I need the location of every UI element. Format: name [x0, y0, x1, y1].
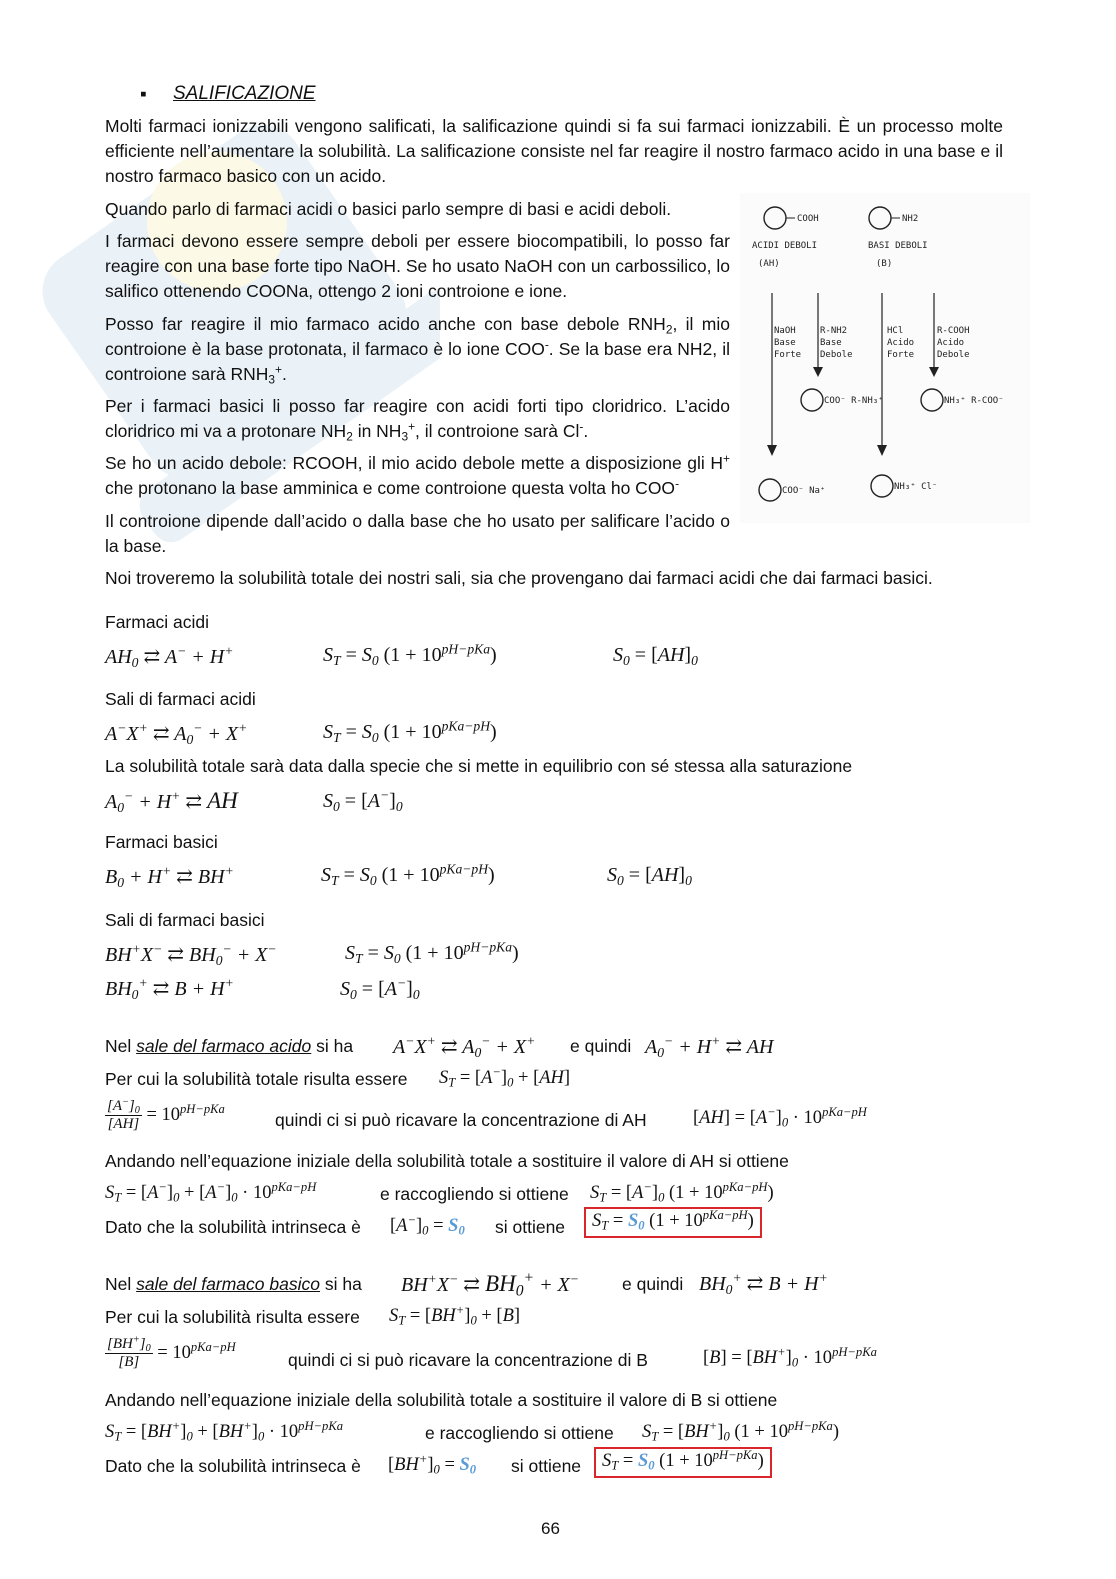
eq-acid-ah-conc: $[AH] = [A^-]_0 \cdot 10^{pKa-pH}$: [693, 1105, 867, 1130]
eq-base-b-conc: $[B] = [BH^+]_0 \cdot 10^{pH-pKa}$: [703, 1345, 877, 1370]
product-bot-left: COO⁻ Na⁺: [782, 486, 826, 496]
acid-si-ottiene: si ottiene: [495, 1217, 566, 1237]
label-farmaci-acidi: Farmaci acidi: [105, 612, 210, 632]
acid-andando: Andando nell’equazione iniziale della solubilità totale a sostituire il valore di AH si ottiene: [105, 1151, 789, 1171]
paragraph-base-debole: Posso far reagire il mio farmaco acido anche con base debole $RNH_2$, il mio controione è la base protonata, il farmaco è lo ione COO-. Se la base era NH2, il controione sarà $RNH_3^+$.: [105, 314, 730, 387]
cooh-label: COOH: [797, 214, 819, 224]
eq-acid-ratio: $\frac{[A^-]_0}{[AH]}$ = $10^{pH-pKa}$: [107, 1096, 225, 1132]
paragraph-farmaci-basici: Per i farmaci basici li posso far reagire con acidi forti tipo cloridrico. L’acido cloridrico mi va a protonare $NH_2$ in $NH_3^+$, il controione sarà Cl-.: [105, 396, 730, 444]
r2-1: Base: [820, 338, 842, 348]
acid-label: ACIDI DEBOLI: [752, 241, 818, 251]
acid-raccogliendo: e raccogliendo si ottiene: [380, 1184, 569, 1204]
paragraph-controione: Il controione dipende dall’acido o dalla base che ho usato per salificare l’acido o la base.: [105, 511, 730, 556]
r3-0: HCl: [887, 326, 904, 336]
r1-2: Forte: [774, 350, 802, 360]
eq-base-salt-s0: $S_0 = [A^-]_0$: [340, 975, 420, 1002]
acid-salt-intro: Nel sale del farmaco acido si ha: [105, 1036, 354, 1056]
r3-1: Acido: [887, 338, 915, 348]
acid-e-quindi: e quindi: [570, 1036, 632, 1056]
eq-acid-intrinsic: $[A^-]_0 = S_0$: [390, 1213, 465, 1238]
eq-acid-e-quindi: $A_0^- + H^+$ ⇄ AH: [645, 1033, 774, 1060]
eq-base-solubility: $S_T = S_0$ $(1 + 10^{pKa-pH})$: [321, 861, 495, 888]
paragraph-acido-debole: Se ho un acido debole: RCOOH, il mio acido debole mette a disposizione gli H+ che protonano la base amminica e come controione questa volta ho COO-: [105, 451, 730, 498]
product-mid-right: NH₃⁺ R-COO⁻: [944, 396, 1004, 406]
bullet-icon: ▪: [140, 84, 147, 105]
eq-base-intrinsic: $[BH^+]_0 = S_0$: [388, 1452, 477, 1477]
eq-acid-salt-line: A−X+ ⇄ $A_0^- + X^+$: [393, 1033, 536, 1060]
eq-base-ratio: $\frac{[BH^+]_0}{[B]}$ = $10^{pKa-pH}$: [107, 1334, 236, 1370]
acid-quindi-conc: quindi ci si può ricavare la concentrazione di AH: [275, 1110, 647, 1130]
eq-base-st-sum: $S_T = [BH^+]_0 + [B]$: [389, 1303, 521, 1328]
section-heading: SALIFICAZIONE: [173, 83, 316, 104]
eq-acid-salt-equilibrium: A−X+ ⇄ $A_0^- + X^+$: [105, 720, 248, 747]
eq-base-equilibrium: $B_0 + H^+$ ⇄ BH+: [105, 863, 234, 890]
eq-base-s0: $S_0 = [AH]_0$: [607, 864, 692, 888]
base-si-ottiene: si ottiene: [511, 1456, 582, 1476]
intro-paragraph: Molti farmaci ionizzabili vengono salificati, la salificazione quindi si fa sui farmaci ionizzabili. È un processo molte efficiente nell’aumentare la solubilità. La salificazione consiste nel far reagire il nostro farmaco acido in una base e il nostro farmaco basico con un acido.: [105, 116, 1003, 186]
acid-per-cui: Per cui la solubilità totale risulta essere: [105, 1069, 408, 1089]
nh2-label: NH2: [902, 214, 919, 224]
r1-1: Base: [774, 338, 796, 348]
r2-2: Debole: [820, 350, 853, 360]
base-salt-intro: Nel sale del farmaco basico si ha: [105, 1274, 362, 1294]
base-quindi-conc: quindi ci si può ricavare la concentrazione di B: [288, 1350, 648, 1370]
eq-acid-salt-s0: $S_0 = [A^-]_0$: [323, 787, 403, 814]
r4-2: Debole: [937, 350, 970, 360]
eq-acid-collected: $S_T = [A^-]_0$ $(1 + 10^{pKa-pH})$: [590, 1180, 774, 1205]
r3-2: Forte: [887, 350, 915, 360]
r2-0: R-NH2: [820, 326, 848, 336]
eq-base-e-quindi: $BH_0^+$ ⇄ B + H+: [699, 1270, 828, 1297]
base-dato: Dato che la solubilità intrinseca è: [105, 1456, 361, 1476]
eq-base-salt-dissoc: $BH_0^+$ ⇄ B + H+: [105, 975, 234, 1002]
base-sym: (B): [876, 259, 893, 269]
r4-0: R-COOH: [937, 326, 970, 336]
result-box-acid: $S_T = S_0$ $(1 + 10^{pKa-pH})$: [584, 1207, 762, 1238]
eq-base-salt-solubility: $S_T = S_0$ $(1 + 10^{pH-pKa})$: [345, 939, 519, 966]
eq-base-collected: $S_T = [BH^+]_0$ $(1 + 10^{pH-pKa})$: [642, 1419, 839, 1444]
eq-base-salt-line: BH+X− ⇄ $BH_0^+ + X^-$: [401, 1269, 579, 1300]
label-farmaci-basici: Farmaci basici: [105, 832, 218, 852]
product-mid-left: COO⁻ R-NH₃⁺: [824, 396, 884, 406]
salification-sketch: [740, 193, 1030, 523]
eq-base-subst: $S_T = [BH^+]_0 + [BH^+]_0 \cdot 10^{pH-pKa}$: [105, 1419, 343, 1444]
eq-acid-solubility: $S_T = S_0$ $(1 + 10^{pH-pKa})$: [323, 641, 497, 668]
r4-1: Acido: [937, 338, 965, 348]
label-sali-basici: Sali di farmaci basici: [105, 910, 265, 930]
eq-acid-subst: $S_T = [A^-]_0 + [A^-]_0 \cdot 10^{pKa-pH}$: [105, 1180, 317, 1205]
paragraph-biocompatibili: I farmaci devono essere sempre deboli per essere biocompatibili, lo posso far reagire con una base forte tipo NaOH. Se ho usato NaOH con un carbossilico, lo salifico ottenendo COONa, ottengo 2 ioni controione e ione.: [105, 231, 730, 301]
base-e-quindi: e quindi: [622, 1274, 684, 1294]
result-box-base: $S_T = S_0$ $(1 + 10^{pH-pKa})$: [594, 1447, 772, 1478]
eq-acid-salt-reprot: $A_0^- + H^+$ ⇄ AH: [105, 788, 238, 815]
eq-acid-equilibrium: $AH_0$ ⇄ A− + H+: [105, 643, 234, 670]
label-sol-totale: La solubilità totale sarà data dalla specie che si mette in equilibrio con sé stessa alla saturazione: [105, 756, 853, 776]
paragraph-deboli: Quando parlo di farmaci acidi o basici parlo sempre di basi e acidi deboli.: [105, 199, 672, 219]
base-label: BASI DEBOLI: [868, 241, 928, 251]
label-sali-acidi: Sali di farmaci acidi: [105, 689, 256, 709]
eq-acid-st-sum: $S_T = [A^-]_0 + [AH]$: [439, 1065, 571, 1090]
eq-acid-s0: $S_0 = [AH]_0$: [613, 644, 698, 668]
acid-sym: (AH): [758, 259, 780, 269]
r1-0: NaOH: [774, 326, 796, 336]
base-per-cui: Per cui la solubilità risulta essere: [105, 1307, 360, 1327]
eq-acid-salt-solubility: $S_T = S_0$ $(1 + 10^{pKa-pH})$: [323, 718, 497, 745]
product-bot-right: NH₃⁺ Cl⁻: [894, 482, 938, 492]
acid-dato: Dato che la solubilità intrinseca è: [105, 1217, 361, 1237]
page-number: 66: [541, 1519, 560, 1538]
paragraph-sali: Noi troveremo la solubilità totale dei nostri sali, sia che provengano dai farmaci acidi che dai farmaci basici.: [105, 568, 933, 588]
base-raccogliendo: e raccogliendo si ottiene: [425, 1423, 614, 1443]
base-andando: Andando nell’equazione iniziale della solubilità totale a sostituire il valore di B si ottiene: [105, 1390, 778, 1410]
eq-base-salt-equilibrium: BH+X− ⇄ $BH_0^- + X^-$: [105, 941, 277, 968]
